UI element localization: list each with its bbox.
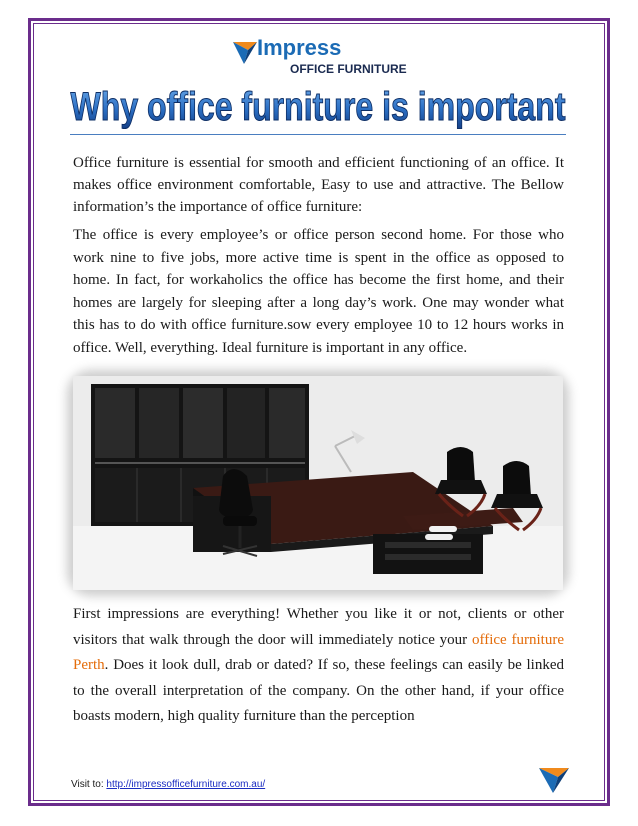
footer-website-link[interactable]: http://impressofficefurniture.com.au/	[106, 779, 266, 790]
brand-name: Impress	[257, 35, 342, 60]
page-title-text: Why office furniture is important	[70, 85, 566, 129]
paragraph-first-impressions-text-a: First impressions are everything! Whether you like it or not, clients or other visitors that walk through the door will immediately notice your	[73, 606, 564, 648]
footer-logo-icon	[538, 766, 570, 794]
paragraph-intro: Office furniture is essential for smooth and efficient functioning of an office. It makes office environment comfortable, Easy to use and attractive. The Bellow information’s the importance of office furniture:	[73, 155, 564, 215]
paragraph-second-home: The office is every employee’s or office person second home. For those who work nine to five jobs, more active time is spent in the office as opposed to home. In fact, for workaholics the office has become the first home, and their homes are largely for sleeping after a long day’s work. One may wonder what this has to do with office furniture.sow every employee 10 to 12 hours works in office. Well, everything. Ideal furniture is important in any office.	[73, 227, 564, 356]
brand-subtitle: OFFICE FURNITURE	[290, 62, 407, 76]
page-title	[66, 80, 571, 132]
paragraph-first-impressions-text-b: . Does it look dull, drab or dated? If so, these feelings can easily be linked to the overall interpretation of the company. On the other hand, if your office boasts modern, high quality furniture than the perception	[73, 657, 564, 724]
brand-logo-icon	[232, 40, 258, 66]
title-rule	[70, 134, 566, 135]
brand-logo	[230, 35, 415, 80]
page-title-graphic	[66, 80, 571, 132]
footer	[71, 779, 265, 790]
office-furniture-photo	[73, 376, 563, 590]
footer-visit-label: Visit to:	[71, 779, 107, 790]
office-furniture-perth-link[interactable]: office furniture Perth	[73, 631, 565, 673]
paragraph-first-impressions	[73, 602, 564, 730]
office-furniture-illustration	[73, 376, 563, 590]
